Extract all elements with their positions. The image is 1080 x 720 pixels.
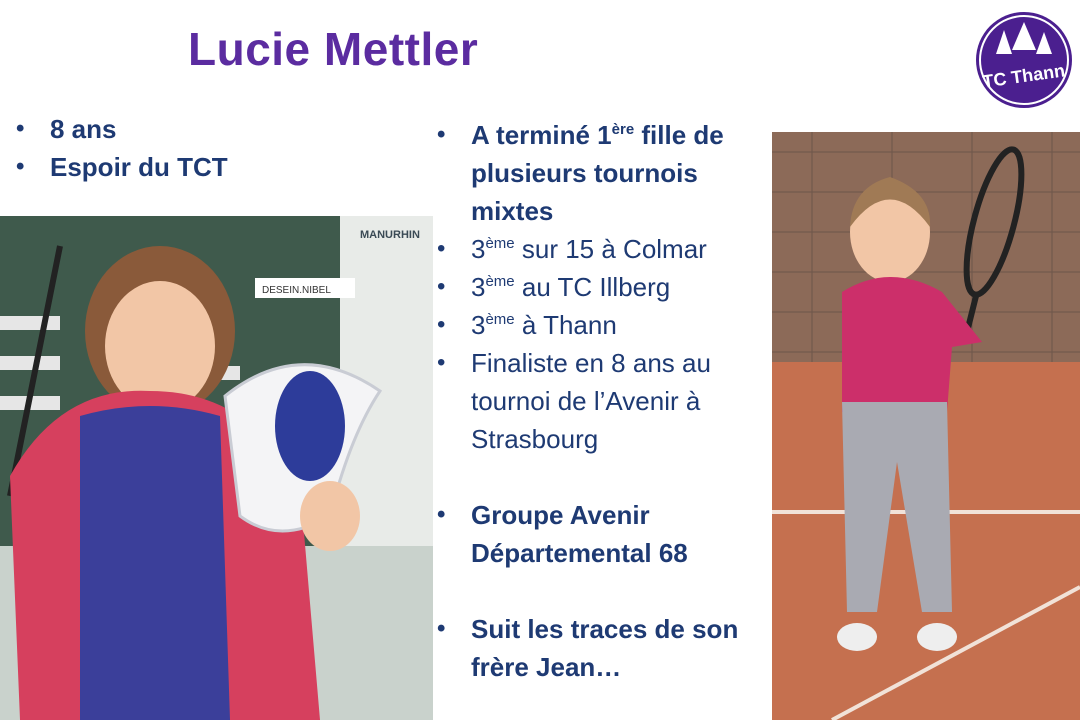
logo-text: TC Thann <box>981 60 1067 92</box>
svg-text:DESEIN.NIBEL: DESEIN.NIBEL <box>262 285 331 296</box>
bullet-espoir: • Espoir du TCT <box>16 148 228 186</box>
bullet-finaliste: • Finaliste en 8 ans au tournoi de l’Avenir à Strasbourg <box>437 344 772 458</box>
bullet-thann: • 3ème à Thann <box>437 306 772 344</box>
bullet-groupe-avenir: • Groupe Avenir Départemental 68 <box>437 496 772 572</box>
right-bullet-list <box>437 116 772 686</box>
left-bullet-list <box>16 110 228 186</box>
photo-girl-on-court <box>772 132 1080 720</box>
tc-thann-logo <box>974 10 1074 110</box>
bullet-first-place: • A terminé 1ère fille de plusieurs tournois mixtes <box>437 116 772 230</box>
bullet-illberg: • 3ème au TC Illberg <box>437 268 772 306</box>
svg-text:MANURHIN: MANURHIN <box>360 229 420 241</box>
photo-girl-with-visor <box>0 216 433 720</box>
bullet-traces: • Suit les traces de son frère Jean… <box>437 610 772 686</box>
bullet-age: • 8 ans <box>16 110 228 148</box>
slide-title: Lucie Mettler <box>188 23 479 75</box>
bullet-colmar: • 3ème sur 15 à Colmar <box>437 230 772 268</box>
